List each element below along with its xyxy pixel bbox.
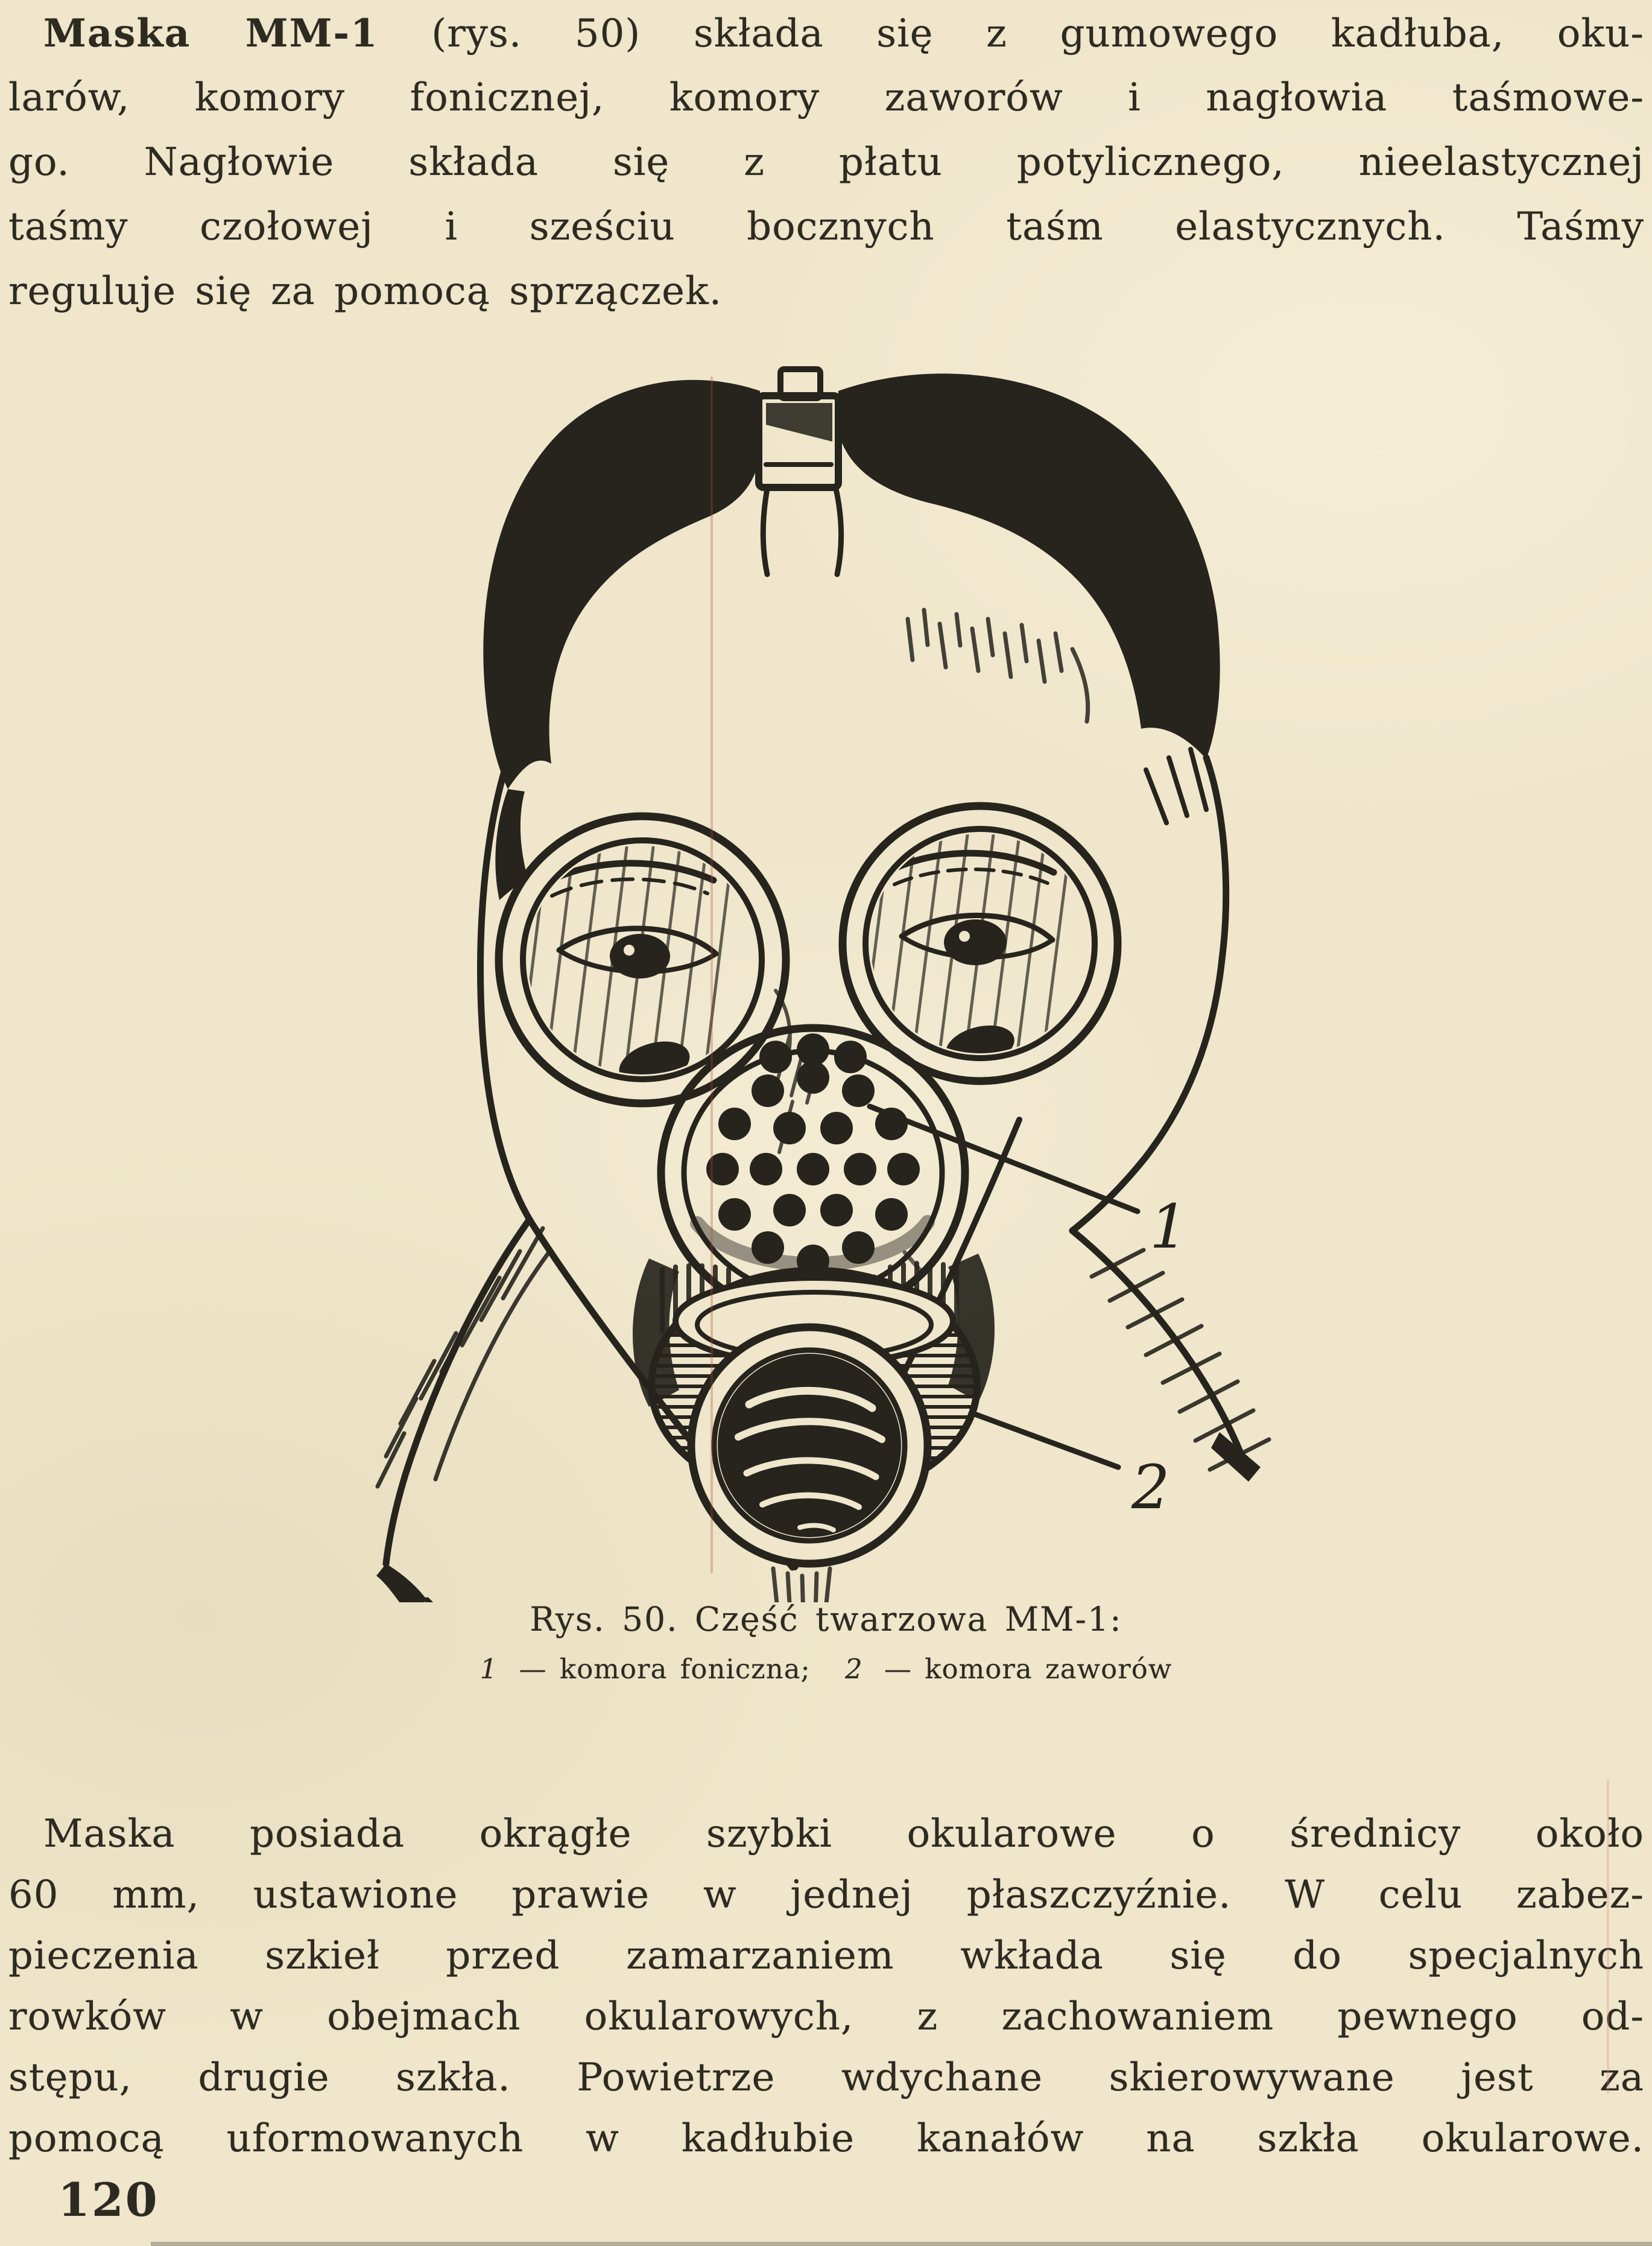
bold-term-maska-mm1: Maska MM-1 xyxy=(43,11,379,56)
scan-edge-shadow xyxy=(151,2242,1652,2246)
figure-caption-title: Rys. 50. Część twarzowa MM-1: xyxy=(530,1600,1122,1639)
leader-line-2 xyxy=(975,1414,1118,1467)
right-eyebrow xyxy=(888,853,1054,872)
paragraph-line: pomocą uformowanych w kadłubie kanałów na szkła okularowe. xyxy=(8,2116,1644,2161)
paragraph-body xyxy=(8,1804,1644,2169)
forehead-hatching xyxy=(908,610,1088,722)
paragraph-line: Maska posiada okrągłe szybki okularowe o średnicy około xyxy=(43,1812,1644,1856)
valve-ring xyxy=(691,1327,928,1564)
left-eye-pupil xyxy=(610,934,670,979)
paragraph-line: reguluje się za pomocą sprzączek. xyxy=(8,269,723,314)
paragraph-intro xyxy=(8,1,1644,324)
figure-caption-legend xyxy=(0,1653,1652,1685)
gas-mask-drawing xyxy=(344,335,1309,1602)
right-eyepiece xyxy=(843,806,1118,1081)
paragraph-line: go. Nagłowie składa się z płatu potylicznego, nieelastycznej xyxy=(8,140,1644,185)
legend-number-1: 1 xyxy=(479,1653,498,1685)
figure-callout-2: 2 xyxy=(1131,1452,1170,1523)
legend-text-2: — komora zaworów xyxy=(884,1653,1173,1685)
left-shoulder xyxy=(376,1221,549,1602)
head-harness-buckle xyxy=(759,369,841,574)
page-number: 120 xyxy=(58,2173,159,2227)
figure-gas-mask-illustration xyxy=(344,335,1309,1602)
paragraph-line: stępu, drugie szkła. Powietrze wdychane skierowywane jest za xyxy=(8,2055,1644,2100)
scan-artifact-pink-line xyxy=(1607,1780,1609,2093)
paragraph-line: 60 mm, ustawione prawie w jednej płaszczyźnie. W celu zabez- xyxy=(8,1873,1644,1917)
figure-caption xyxy=(0,1600,1652,1685)
paragraph-line: taśmy czołowej i sześciu bocznych taśm elastycznych. Taśmy xyxy=(8,205,1644,249)
left-eyepiece xyxy=(499,816,786,1103)
legend-number-2: 2 xyxy=(845,1653,863,1685)
legend-text-1: — komora foniczna; xyxy=(519,1653,811,1685)
figure-callout-1: 1 xyxy=(1150,1191,1188,1262)
paragraph-line xyxy=(8,1,1644,66)
paragraph-line: rowków w obejmach okularowych, z zachowaniem pewnego od- xyxy=(8,1994,1644,2039)
right-eye-pupil xyxy=(944,919,1007,965)
paragraph-text: (rys. 50) składa się z gumowego kadłuba, oku- xyxy=(431,11,1644,56)
paragraph-line: pieczenia szkieł przed zamarzaniem wkłada się do specjalnych xyxy=(8,1934,1644,1978)
chin-hatching xyxy=(773,1569,830,1602)
paragraph-line: larów, komory fonicznej, komory zaworów i nagłowia taśmowe- xyxy=(8,75,1644,120)
right-shoulder xyxy=(1072,1231,1269,1482)
